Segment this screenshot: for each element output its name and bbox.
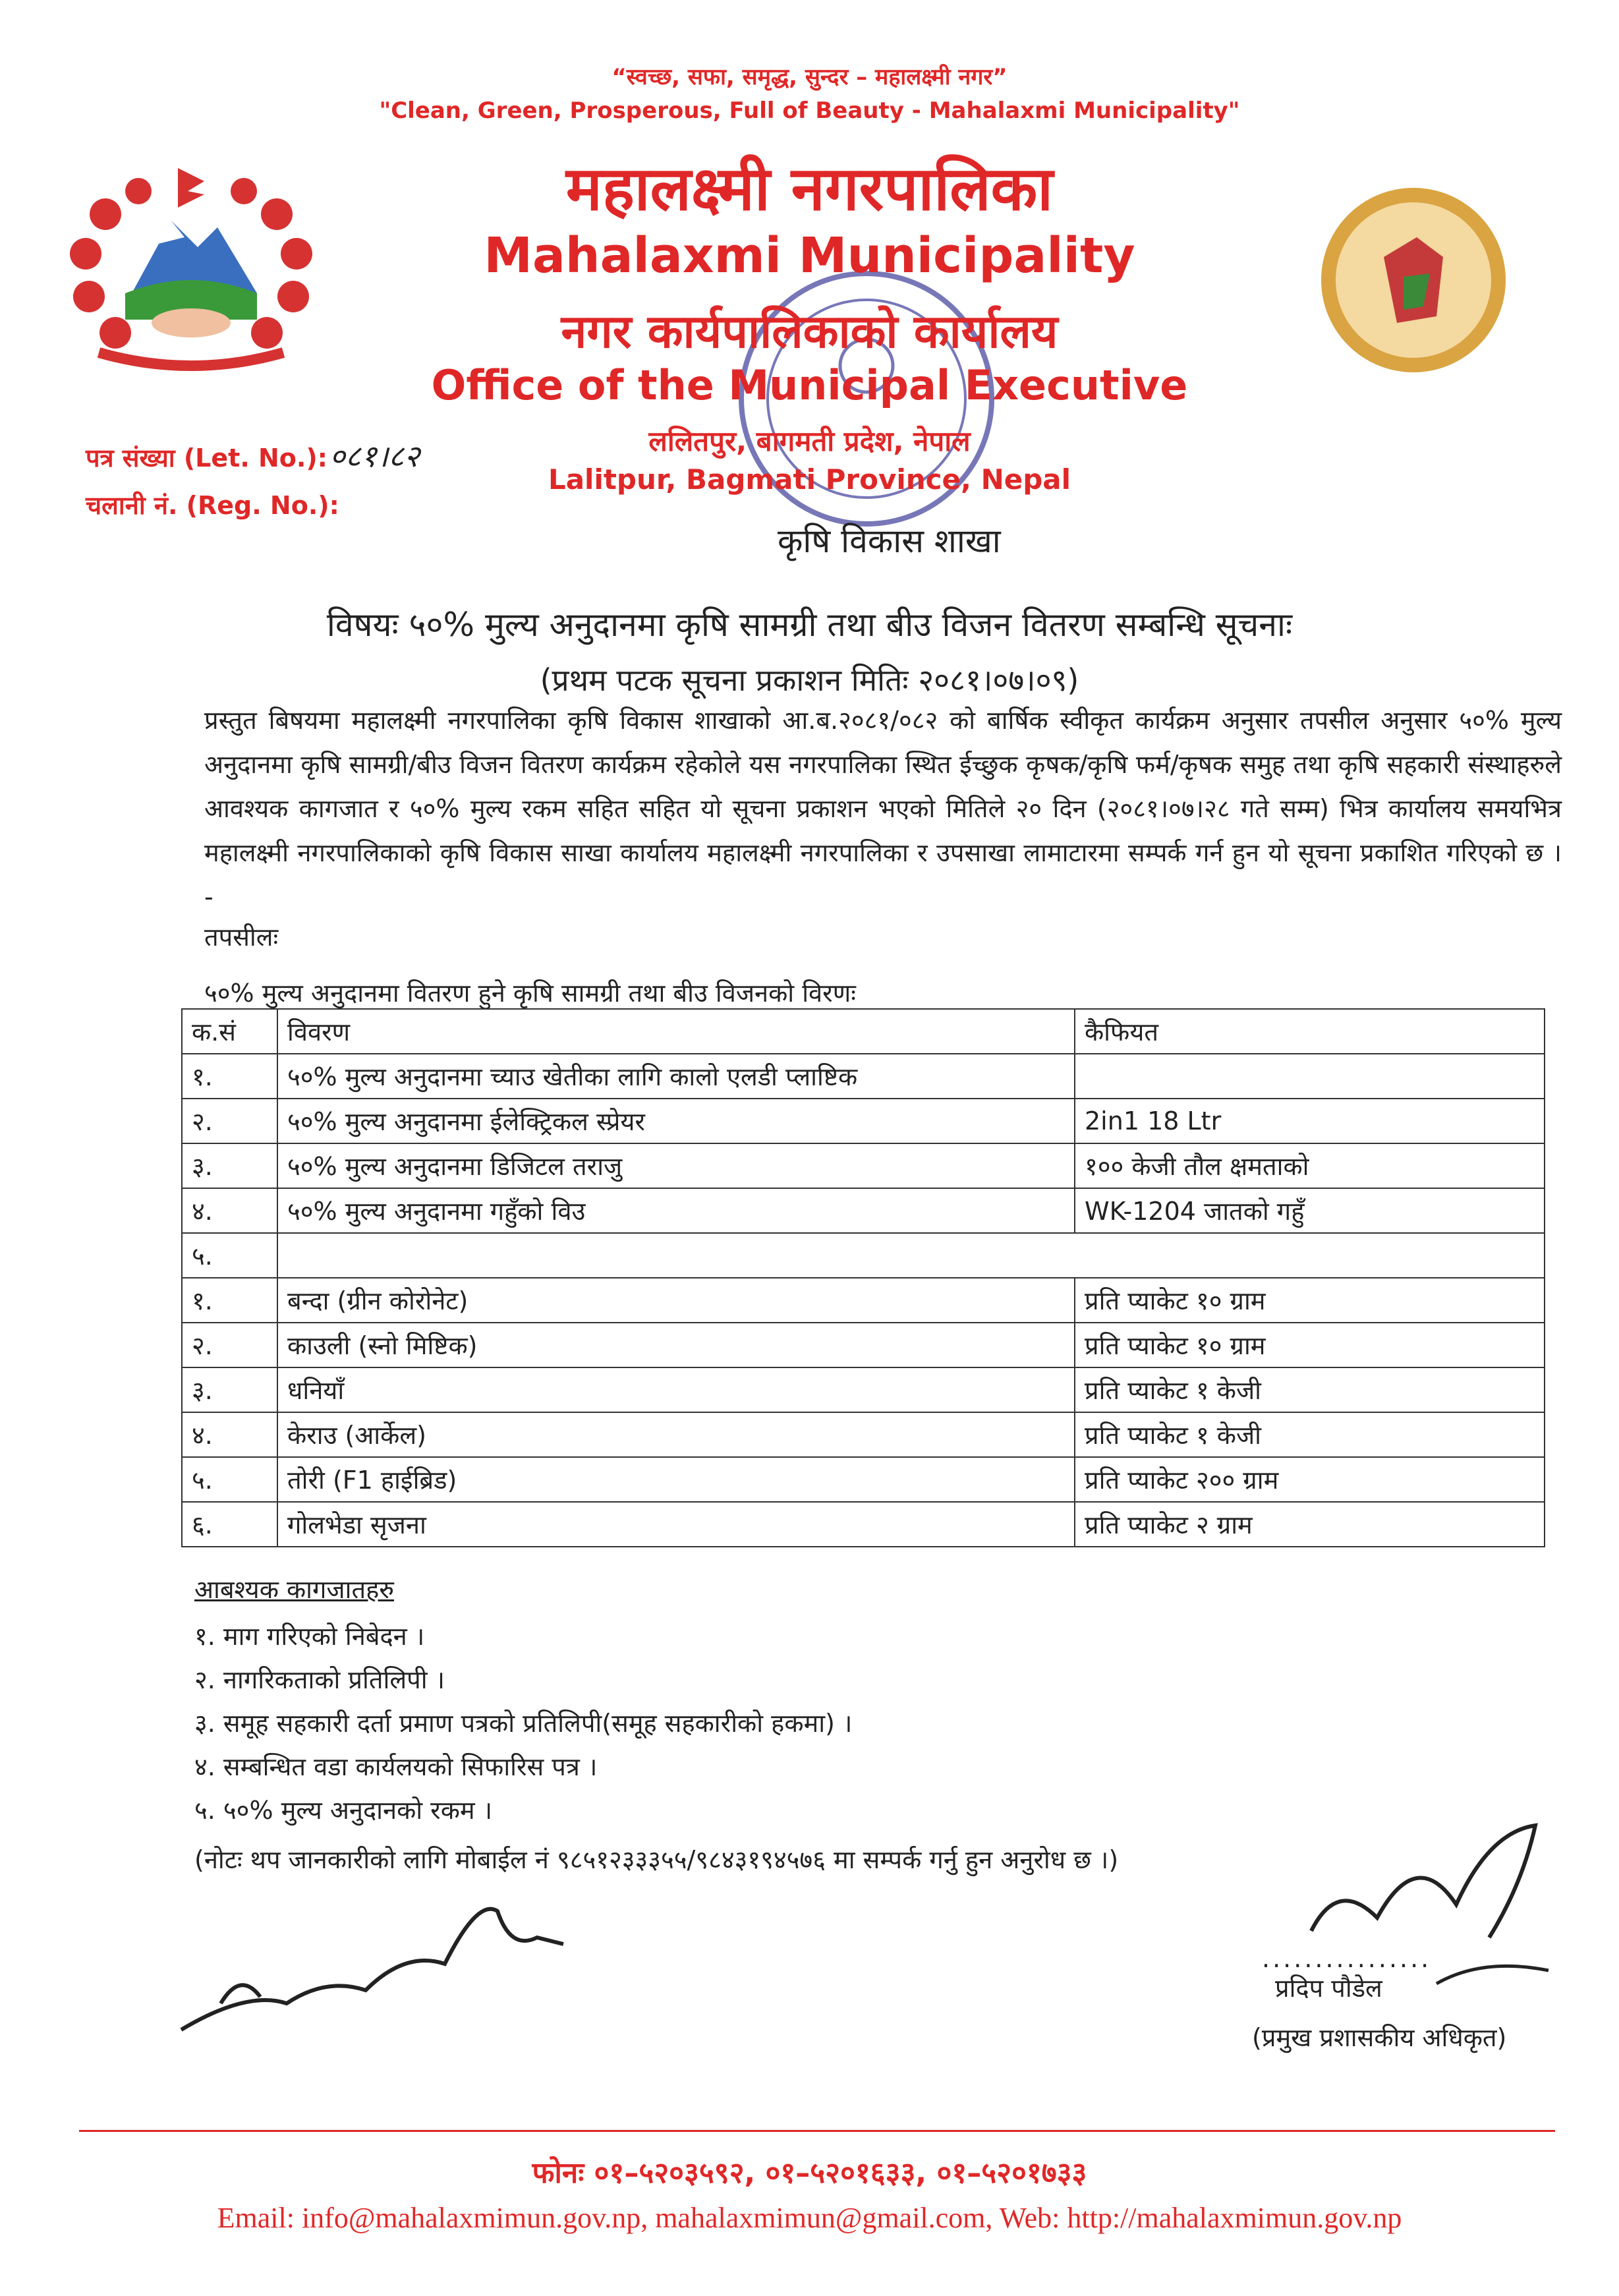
- motto-english: "Clean, Green, Prosperous, Full of Beauty - Mahalaxmi Municipality": [379, 98, 1240, 124]
- motto-nepali: “स्वच्छ, सफा, समृद्ध, सुन्दर – महालक्ष्मी नगर”: [611, 64, 1008, 90]
- row-description: तोरी (F1 हाईब्रिड): [277, 1457, 1075, 1502]
- notice-subject: विषयः ५०% मुल्य अनुदानमा कृषि सामग्री तथा बीउ विजन वितरण सम्बन्धि सूचनाः: [326, 606, 1293, 644]
- row-remarks: प्रति प्याकेट २०० ग्राम: [1075, 1457, 1545, 1502]
- branch-name: कृषि विकास शाखा: [778, 522, 1001, 560]
- row-remarks: प्रति प्याकेट १० ग्राम: [1075, 1278, 1545, 1323]
- table-row: [182, 1233, 1545, 1278]
- documents-heading: आबश्यक कागजातहरु: [194, 1575, 395, 1604]
- table-row: [182, 1323, 1545, 1367]
- table-row: [182, 1412, 1545, 1457]
- list-item: ३. समूह सहकारी दर्ता प्रमाण पत्रको प्रतिलिपी(समूह सहकारीको हकमा) ।: [194, 1709, 853, 1738]
- row-serial: ३.: [182, 1367, 277, 1412]
- list-item: ५. ५०% मुल्य अनुदानको रकम ।: [194, 1796, 493, 1825]
- row-serial: १.: [182, 1054, 277, 1099]
- letter-number-value: ०८१।८२: [329, 438, 420, 474]
- header-serial: क.सं: [182, 1009, 277, 1054]
- footer-phone: फोनः ०१–५२०३५९२, ०१–५२०१६३३, ०१–५२०१७३३: [532, 2156, 1087, 2190]
- address-english: Lalitpur, Bagmati Province, Nepal: [548, 463, 1071, 496]
- row-description: ५०% मुल्य अनुदानमा ईलेक्ट्रिकल स्प्रेयर: [277, 1099, 1075, 1143]
- table-caption: ५०% मुल्य अनुदानमा वितरण हुने कृषि सामग्री तथा बीउ विजनको विरणः: [204, 979, 856, 1008]
- row-remarks: [1075, 1054, 1545, 1099]
- contact-note: (नोटः थप जानकारीको लागि मोबाईल नं ९८५१२३३३५५/९८४३१९४५७६ मा सम्पर्क गर्नु हुन अनुरोध छ ।): [194, 1845, 1119, 1874]
- signatory-title: (प्रमुख प्रशासकीय अधिकृत): [1252, 2023, 1507, 2052]
- row-remarks: प्रति प्याकेट २ ग्राम: [1075, 1502, 1545, 1547]
- row-serial: ४.: [182, 1412, 277, 1457]
- signature-left-icon: [168, 1872, 590, 2056]
- signature-line: ................: [1262, 1944, 1432, 1973]
- municipality-title-nepali: महालक्ष्मी नगरपालिका: [565, 154, 1054, 224]
- row-serial: १.: [182, 1278, 277, 1323]
- footer-divider: [79, 2130, 1555, 2132]
- row-serial: ३.: [182, 1143, 277, 1188]
- header-remarks: कैफियत: [1075, 1009, 1545, 1054]
- table-row: [182, 1457, 1545, 1502]
- registration-number-label: चलानी नं. (Reg. No.):: [86, 491, 339, 520]
- table-row: [182, 1143, 1545, 1188]
- list-item: २. नागरिकताको प्रतिलिपी ।: [194, 1665, 445, 1694]
- municipality-title-english: Mahalaxmi Municipality: [484, 227, 1135, 284]
- details-label: तपसीलः: [204, 923, 279, 952]
- row-serial: ५.: [182, 1457, 277, 1502]
- table-row: [182, 1054, 1545, 1099]
- office-title-nepali: नगर कार्यपालिकाको कार्यालय: [561, 304, 1058, 359]
- row-remarks: 2in1 18 Ltr: [1075, 1099, 1545, 1143]
- table-row: [182, 1188, 1545, 1233]
- office-title-english: Office of the Municipal Executive: [431, 361, 1188, 409]
- table-row: [182, 1502, 1545, 1547]
- letter-number-label: पत्र संख्या (Let. No.):: [86, 444, 327, 473]
- row-serial: ४.: [182, 1188, 277, 1233]
- documents-list: [194, 1615, 852, 1832]
- row-description: केराउ (आर्केल): [277, 1412, 1075, 1457]
- row-remarks: प्रति प्याकेट १० ग्राम: [1075, 1323, 1545, 1367]
- table-row: [182, 1278, 1545, 1323]
- row-description: धनियाँ: [277, 1367, 1075, 1412]
- row-description: गोलभेडा सृजना: [277, 1502, 1075, 1547]
- row-remarks: १०० केजी तौल क्षमताको: [1075, 1143, 1545, 1188]
- notice-body: प्रस्तुत बिषयमा महालक्ष्मी नगरपालिका कृषि विकास शाखाको आ.ब.२०८१/०८२ को बार्षिक स्वीकृत कार्यक्रम अनुसार तपसील अनुसार ५०% मुल्य अनुदानमा कृषि सामग्री/बीउ विजन वितरण कार्यक्रम रहेकोले यस नगरपालिका स्थित ईच्छुक कृषक/कृषि फर्म/कृषक समुह तथा कृषि सहकारी संस्थाहरुले आवश्यक कागजात र ५०% मुल्य रकम सहित सहित यो सूचना प्रकाशन भएको मितिले २० दिन (२०८१।०७।२८ गते सम्म) भित्र कार्यालय समयभित्र महालक्ष्मी नगरपालिकाको कृषि विकास साखा कार्यालय महालक्ष्मी नगरपालिका र उपसाखा लामाटारमा सम्पर्क गर्न हुन यो सूचना प्रकाशित गरिएको छ । -: [204, 706, 1562, 911]
- row-remarks: प्रति प्याकेट १ केजी: [1075, 1412, 1545, 1457]
- address-nepali: ललितपुर, बागमती प्रदेश, नेपाल: [648, 425, 971, 457]
- list-item: ४. सम्बन्धित वडा कार्यलयको सिफारिस पत्र ।: [194, 1752, 598, 1781]
- items-table: [181, 1008, 1545, 1547]
- row-description: काउली (स्नो मिष्टिक): [277, 1323, 1075, 1367]
- row-serial: २.: [182, 1323, 277, 1367]
- signatory-name: प्रदिप पौडेल: [1275, 1974, 1382, 2003]
- header-description: विवरण: [277, 1009, 1075, 1054]
- row-remarks: प्रति प्याकेट १ केजी: [1075, 1367, 1545, 1412]
- row-description: बन्दा (ग्रीन कोरोनेट): [277, 1278, 1075, 1323]
- row-description: ५०% मुल्य अनुदानमा डिजिटल तराजु: [277, 1143, 1075, 1188]
- notice-publish-date: (प्रथम पटक सूचना प्रकाशन मितिः २०८१।०७।०९): [540, 662, 1079, 698]
- row-remarks: WK-1204 जातको गहुँ: [1075, 1188, 1545, 1233]
- list-item: १. माग गरिएको निबेदन ।: [194, 1622, 425, 1651]
- footer-email: Email: info@mahalaxmimun.gov.np, mahalaxmimun@gmail.com, Web: http://mahalaxmimun.gov.np: [217, 2202, 1402, 2234]
- row-description: ५०% मुल्य अनुदानमा च्याउ खेतीका लागि कालो एलडी प्लाष्टिक: [277, 1054, 1075, 1099]
- row-description: [277, 1233, 1545, 1278]
- row-serial: २.: [182, 1099, 277, 1143]
- table-header-row: [182, 1009, 1545, 1054]
- table-row: [182, 1367, 1545, 1412]
- row-description: ५०% मुल्य अनुदानमा गहुँको विउ: [277, 1188, 1075, 1233]
- table-row: [182, 1099, 1545, 1143]
- row-serial: ५.: [182, 1233, 277, 1278]
- row-serial: ६.: [182, 1502, 277, 1547]
